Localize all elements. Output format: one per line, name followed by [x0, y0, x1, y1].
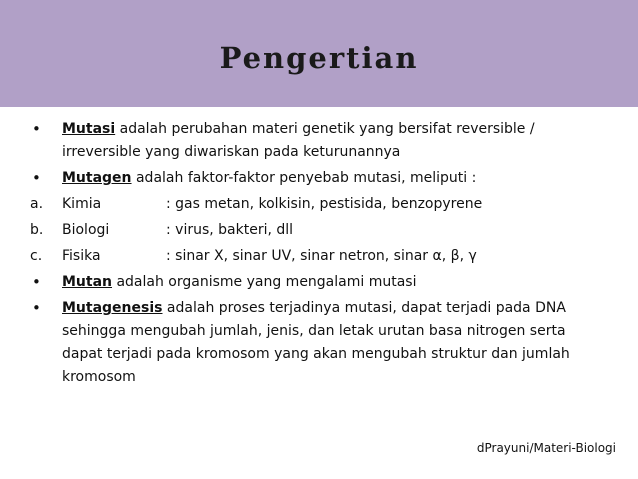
- sub-item-desc: : gas metan, kolkisin, pestisida, benzopyrene: [166, 196, 483, 212]
- definition-mutasi: adalah perubahan materi genetik yang bersifat reversible / irreversible yang diwariskan pada keturunannya: [62, 121, 535, 160]
- term-mutagen: Mutagen: [62, 170, 132, 186]
- sub-item-kimia: [30, 193, 610, 216]
- sub-item-marker: c.: [30, 248, 43, 264]
- title-bar: [0, 0, 638, 107]
- bullet-marker: •: [32, 169, 41, 187]
- sub-item-fisika: [30, 245, 610, 268]
- sub-item-desc: : virus, bakteri, dll: [166, 222, 294, 238]
- bullet-mutasi: [30, 118, 610, 164]
- sub-item-marker: a.: [30, 196, 44, 212]
- bullet-mutagen: [30, 167, 610, 190]
- bullet-marker: •: [32, 299, 41, 317]
- term-mutagenesis: Mutagenesis: [62, 300, 163, 316]
- definition-mutagenesis: adalah proses terjadinya mutasi, dapat terjadi pada DNA sehingga mengubah jumlah, jenis, dan letak urutan basa nitrogen serta dapat terjadi pada kromosom yang akan mengubah struktur dan jumlah kromosom: [62, 300, 570, 385]
- definition-mutan: adalah organisme yang mengalami mutasi: [112, 274, 417, 290]
- slide-title: Pengertian: [219, 41, 419, 75]
- slide-content: [30, 118, 610, 389]
- bullet-marker: •: [32, 120, 41, 138]
- bullet-mutagenesis: [30, 297, 610, 389]
- footer-credit: dPrayuni/Materi-Biologi: [476, 441, 616, 455]
- sub-item-name: Biologi: [62, 222, 110, 238]
- bullet-mutan: [30, 271, 610, 294]
- term-mutasi: Mutasi: [62, 121, 116, 137]
- sub-item-name: Fisika: [62, 248, 101, 264]
- definition-mutagen: adalah faktor-faktor penyebab mutasi, meliputi :: [131, 170, 477, 186]
- sub-item-name: Kimia: [62, 196, 102, 212]
- bullet-marker: •: [32, 273, 41, 291]
- sub-item-marker: b.: [30, 222, 44, 238]
- sub-item-biologi: [30, 219, 610, 242]
- term-mutan: Mutan: [62, 274, 113, 290]
- sub-item-desc: : sinar X, sinar UV, sinar netron, sinar α, β, γ: [166, 248, 477, 264]
